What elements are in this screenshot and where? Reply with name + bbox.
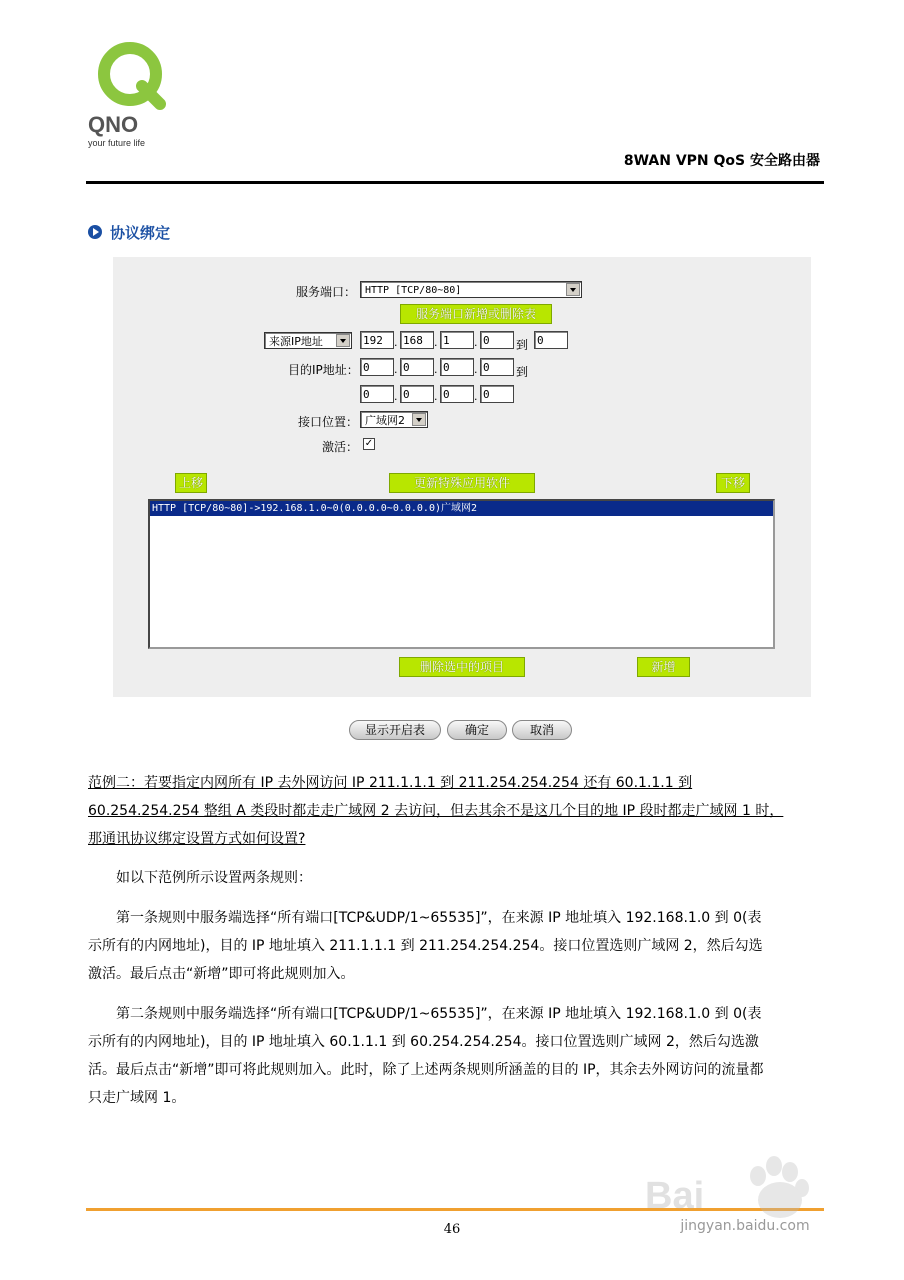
update-apps-button[interactable]: 更新特殊应用软件 (389, 473, 535, 493)
source-ip-type-select[interactable] (264, 332, 352, 349)
source-ip-octet-2[interactable] (400, 331, 434, 349)
dest-ip-start-octet-4[interactable] (480, 358, 514, 376)
service-port-label: 服务端口： (296, 285, 357, 299)
dest-ip-start-octet-2[interactable] (400, 358, 434, 376)
service-port-value: HTTP [TCP/80~80] (365, 285, 462, 296)
source-ip-octet-4[interactable] (480, 331, 514, 349)
source-ip-to-label: 到 (516, 338, 529, 352)
dest-ip-to-label: 到 (516, 365, 529, 379)
ip-dot: . (474, 363, 478, 376)
move-up-button[interactable]: 上移 (175, 473, 207, 493)
ip-dot: . (394, 363, 398, 376)
move-down-button[interactable]: 下移 (716, 473, 750, 493)
paragraph-rule2-line2: 示所有的内网地址)，目的 IP 地址填入 60.1.1.1 到 60.254.254.254。接口位置选则广域网 2，然后勾选激 (88, 1034, 759, 1050)
source-ip-end[interactable] (534, 331, 568, 349)
source-ip-type-value: 来源IP地址 (269, 335, 323, 348)
enable-checkbox[interactable]: ✓ (364, 438, 374, 449)
example-line-2: 60.254.254.254 整组 A 类段时都走走广域网 2 去访问，但去其余不是这几个目的地 IP 段时都走广域网 1 时， (88, 803, 784, 819)
interface-value: 广域网2 (365, 414, 405, 427)
source-ip-octet-3[interactable] (440, 331, 474, 349)
play-bullet-icon (88, 225, 102, 239)
section-heading (88, 222, 170, 242)
logo-tagline: your future life (88, 138, 146, 148)
dest-ip-end-octet-4[interactable] (480, 385, 514, 403)
example-line-1: 范例二：若要指定内网所有 IP 去外网访问 IP 211.1.1.1 到 211.254.254.254 还有 60.1.1.1 到 (88, 775, 693, 791)
dest-ip-end-octet-2[interactable] (400, 385, 434, 403)
interface-select[interactable] (360, 411, 428, 428)
chevron-down-icon (412, 413, 426, 426)
paragraph-rule1-line3: 激活。最后点击“新增”即可将此规则加入。 (88, 966, 355, 982)
qno-logo (88, 42, 188, 152)
paragraph-rule1-line1: 第一条规则中服务端选择“所有端口[TCP&UDP/1~65535]”，在来源 IP 地址填入 192.168.1.0 到 0(表 (116, 910, 762, 926)
chevron-down-icon (566, 283, 580, 296)
dest-ip-end-octet-3[interactable] (440, 385, 474, 403)
rule-list[interactable] (148, 499, 775, 649)
cancel-button[interactable]: 取消 (512, 720, 572, 740)
paragraph-rule2-line1: 第二条规则中服务端选择“所有端口[TCP&UDP/1~65535]”，在来源 IP 地址填入 192.168.1.0 到 0(表 (116, 1006, 762, 1022)
paragraph-rule2-line3: 活。最后点击“新增”即可将此规则加入。此时，除了上述两条规则所涵盖的目的 IP，其余去外网访问的流量都 (88, 1062, 764, 1078)
source-ip-octet-1[interactable] (360, 331, 394, 349)
svg-text:Bai: Bai (645, 1175, 705, 1217)
paragraph-rule1-line2: 示所有的内网地址)，目的 IP 地址填入 211.1.1.1 到 211.254.254.254。接口位置选则广域网 2，然后勾选 (88, 938, 763, 954)
example-line-3: 那通讯协议绑定设置方式如何设置? (88, 831, 306, 847)
add-button[interactable]: 新增 (637, 657, 690, 677)
service-table-button[interactable]: 服务端口新增或删除表 (400, 304, 552, 324)
paragraph-intro: 如以下范例所示设置两条规则： (116, 870, 312, 886)
ok-button[interactable]: 确定 (447, 720, 507, 740)
ip-dot: . (474, 390, 478, 403)
ip-dot: . (394, 336, 398, 349)
ip-dot: . (474, 336, 478, 349)
dest-ip-start-octet-3[interactable] (440, 358, 474, 376)
rule-list-item[interactable]: HTTP [TCP/80~80]->192.168.1.0~0(0.0.0.0~0.0.0.0)广域网2 (150, 501, 773, 516)
service-port-select[interactable] (360, 281, 582, 298)
chevron-down-icon (336, 334, 350, 347)
ip-dot: . (434, 336, 438, 349)
dest-ip-start-octet-1[interactable] (360, 358, 394, 376)
logo-text: QNO (88, 112, 139, 137)
dest-ip-end-octet-1[interactable] (360, 385, 394, 403)
watermark-text: jingyan.baidu.com (680, 1218, 810, 1234)
delete-selected-button[interactable]: 删除选中的项目 (399, 657, 525, 677)
baidu-paw-watermark-icon (640, 1150, 850, 1270)
paragraph-rule2-line4: 只走广域网 1。 (88, 1090, 186, 1106)
section-title: 协议绑定 (110, 223, 171, 242)
enable-label: 激活： (322, 440, 359, 454)
ip-dot: . (434, 363, 438, 376)
interface-label: 接口位置： (298, 415, 359, 429)
show-list-button[interactable]: 显示开启表 (349, 720, 441, 740)
ip-dot: . (394, 390, 398, 403)
page-number: 46 (443, 1222, 461, 1237)
header-divider (86, 181, 824, 184)
ip-dot: . (434, 390, 438, 403)
product-title: 8WAN VPN QoS 安全路由器 (623, 153, 820, 169)
dest-ip-label: 目的IP地址： (288, 363, 359, 377)
